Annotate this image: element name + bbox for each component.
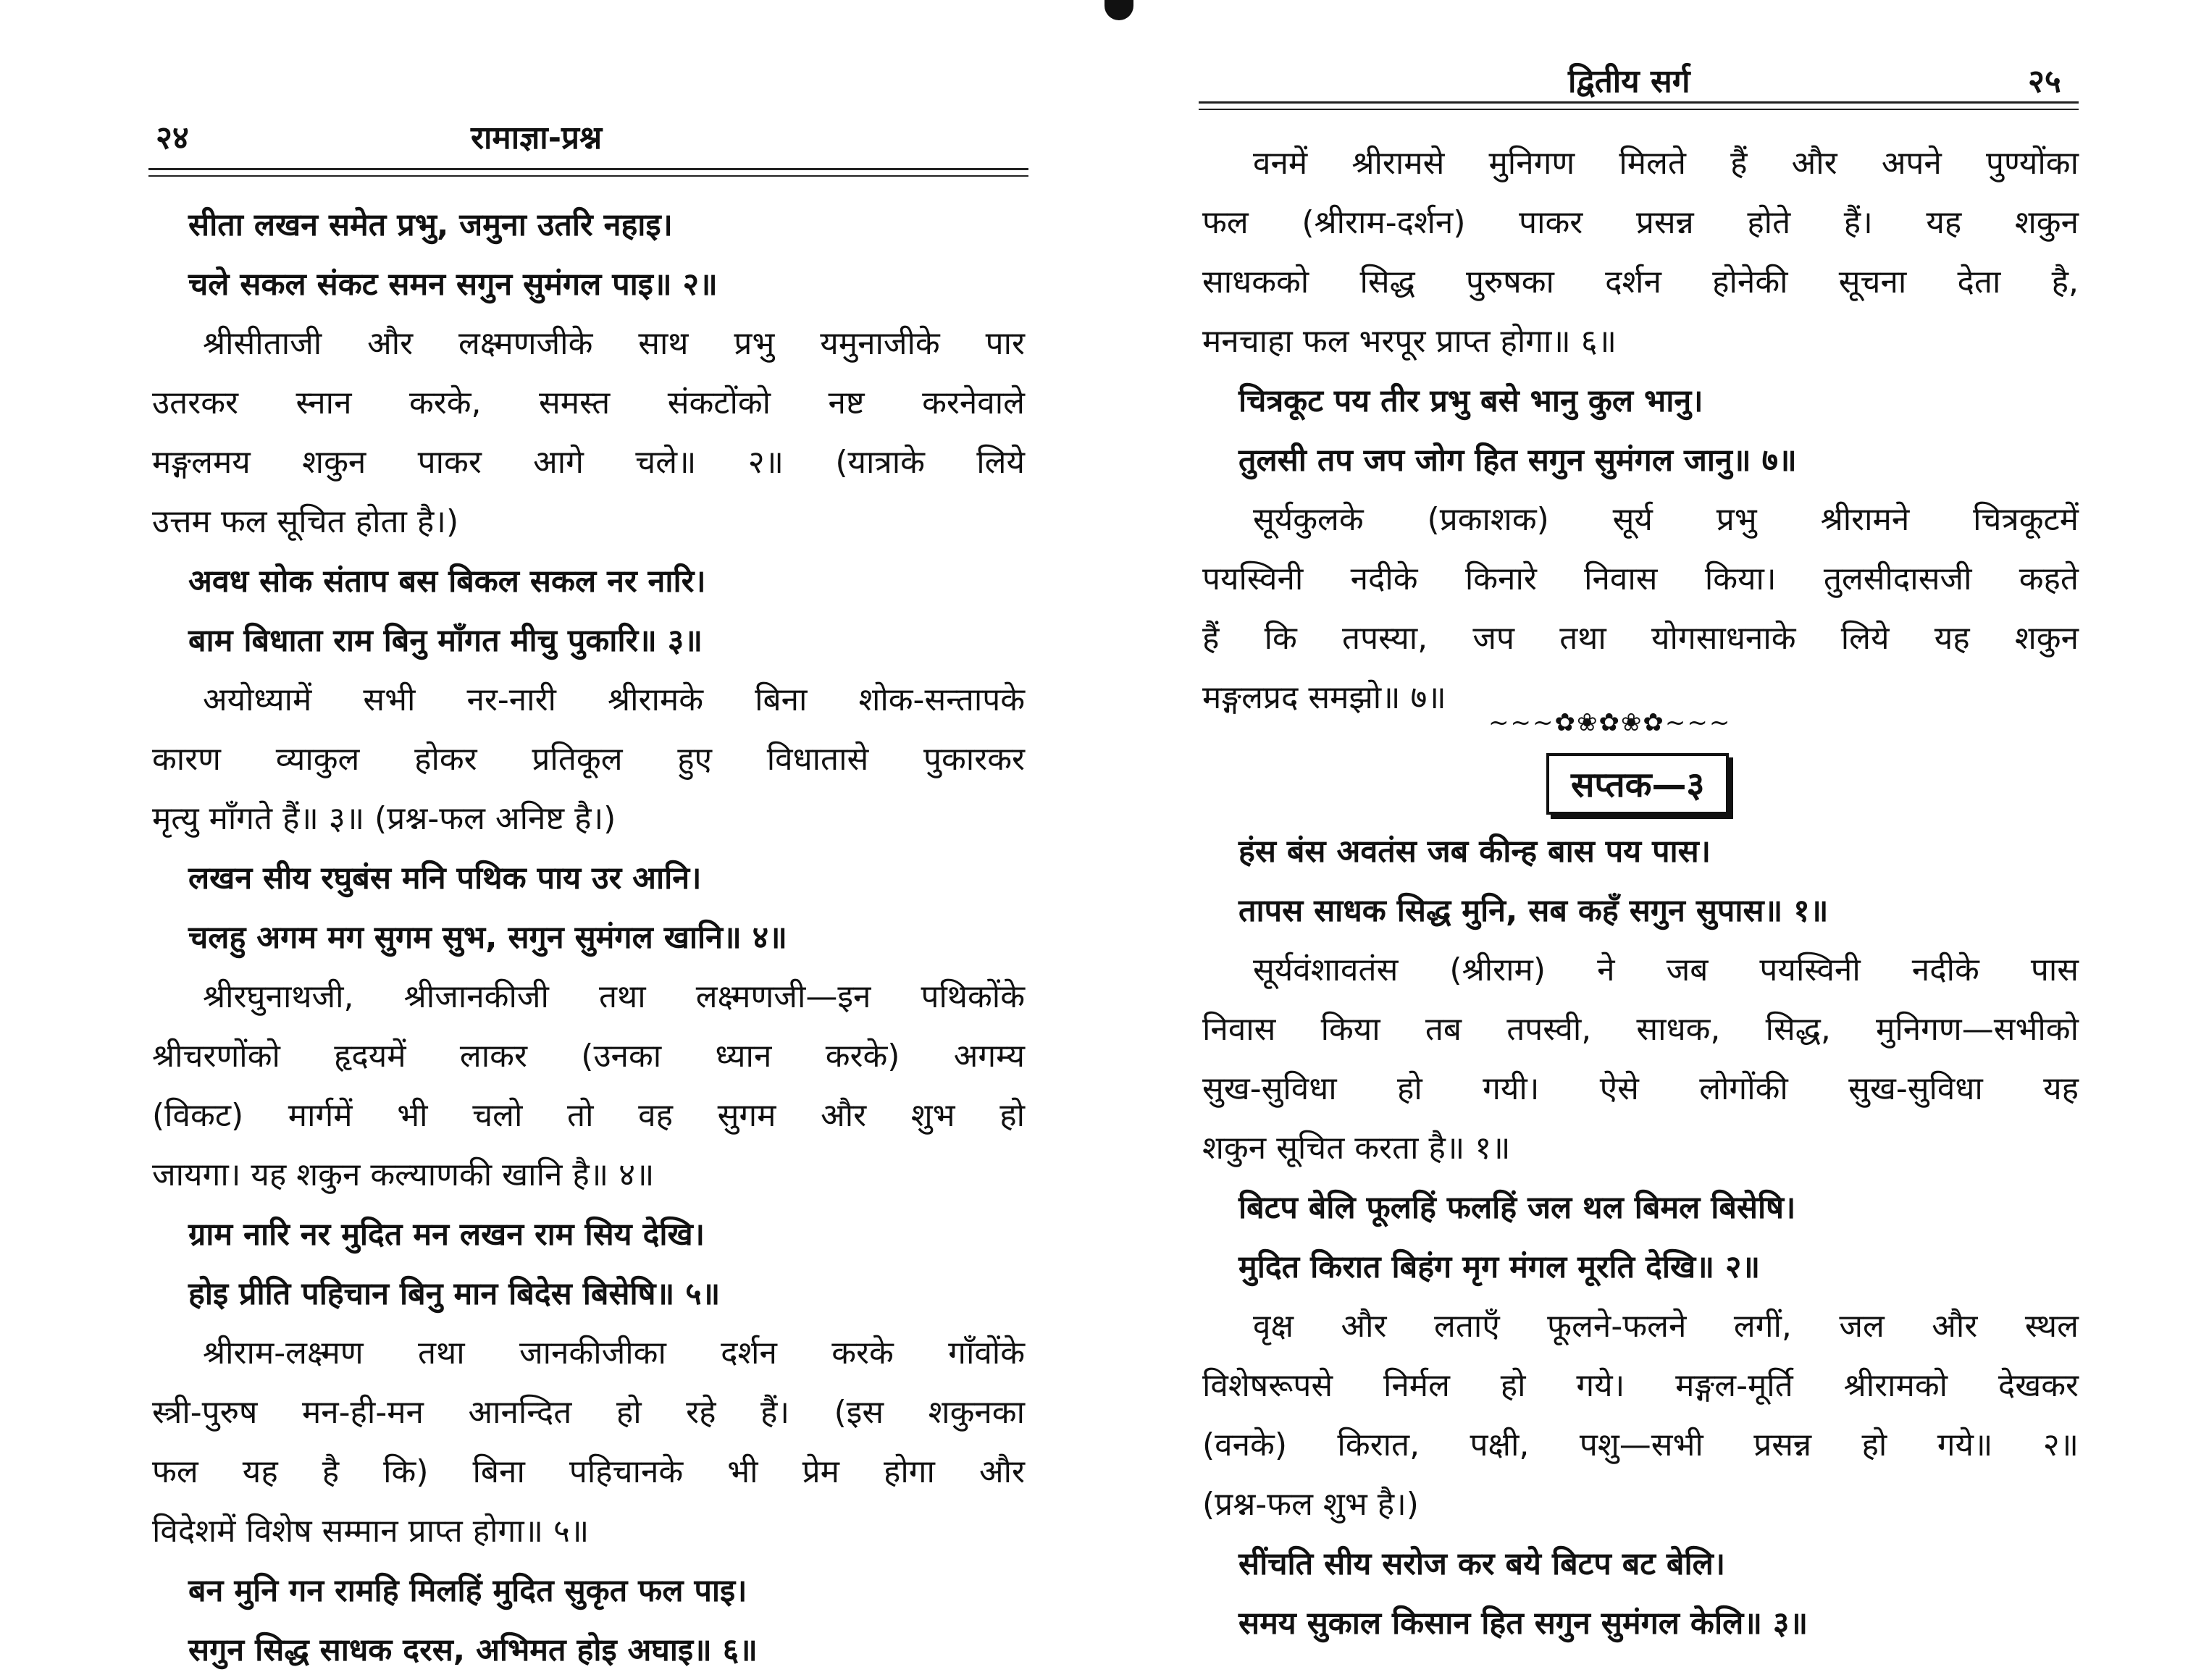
ornament-divider: ~~~✿❀✿❀✿~~~	[1488, 708, 1732, 737]
verse-line	[1202, 1238, 2079, 1297]
prose-line	[1202, 1475, 2079, 1534]
line-text: (विकट) मार्गमें भी चलो तो वह सुगम और शुभ हो	[152, 1097, 1025, 1134]
line-text: वनमें श्रीरामसे मुनिगण मिलते हैं और अपने पुण्योंका	[1253, 145, 2079, 182]
prose-line	[1202, 253, 2079, 312]
line-text: सुख-सुविधा हो गयी। ऐसे लोगोंकी सुख-सुविधा यह	[1202, 1070, 2079, 1107]
line-text: मङ्गलमय शकुन पाकर आगे चले॥ २॥ (यात्राके लिये	[152, 444, 1025, 481]
verse-line	[1202, 1178, 2079, 1238]
line-text: बाम बिधाता राम बिनु माँगत मीचु पुकारि॥ ३॥	[188, 623, 703, 659]
prose-line	[1202, 490, 2079, 550]
prose-line	[1202, 609, 2079, 668]
line-text: वृक्ष और लताएँ फूलने-फलने लगीं, जल और स्थल	[1253, 1308, 2079, 1345]
right-page-text-top	[1202, 134, 2079, 728]
line-text: मङ्गलप्रद समझो॥ ७॥	[1202, 679, 1446, 716]
header-rule-thin	[1199, 109, 2079, 110]
line-text: हंस बंस अवतंस जब कीन्ह बास पय पास।	[1238, 833, 1711, 870]
line-text: सगुन सिद्ध साधक दरस, अभिमत होइ अघाइ॥ ६॥	[188, 1632, 758, 1668]
verse-line	[152, 908, 1025, 967]
prose-line	[1202, 550, 2079, 609]
prose-line	[152, 967, 1025, 1027]
prose-line	[152, 1442, 1025, 1502]
line-text: श्रीचरणोंको हृदयमें लाकर (उनका ध्यान करके) अगम्य	[152, 1038, 1025, 1075]
prose-line	[1202, 1416, 2079, 1475]
line-text: तापस साधक सिद्ध मुनि, सब कहँ सगुन सुपास॥ १॥	[1238, 893, 1829, 929]
line-text: (प्रश्न-फल शुभ है।)	[1202, 1486, 1419, 1523]
prose-line	[152, 730, 1025, 789]
line-text: विशेषरूपसे निर्मल हो गये। मङ्गल-मूर्ति श्रीरामको देखकर	[1202, 1367, 2079, 1404]
line-text: सूर्यकुलके (प्रकाशक) सूर्य प्रभु श्रीरामने चित्रकूटमें	[1253, 501, 2079, 538]
prose-line	[152, 671, 1025, 730]
line-text: फल (श्रीराम-दर्शन) पाकर प्रसन्न होते हैं। यह शकुन	[1202, 204, 2079, 241]
line-text: फल यह है कि) बिना पहिचानके भी प्रेम होगा और	[152, 1453, 1025, 1490]
prose-line	[1202, 941, 2079, 1000]
line-text: सीता लखन समेत प्रभु, जमुना उतरि नहाइ।	[188, 207, 673, 243]
verse-line	[1202, 431, 2079, 490]
line-text: जायगा। यह शकुन कल्याणकी खानि है॥ ४॥	[152, 1156, 655, 1193]
page-number: २४	[156, 119, 189, 156]
line-text: कारण व्याकुल होकर प्रतिकूल हुए विधातासे पुकारकर	[152, 741, 1025, 778]
line-text: उत्तम फल सूचित होता है।)	[152, 503, 459, 540]
verse-line	[152, 1561, 1025, 1621]
verse-line	[1202, 822, 2079, 881]
left-page-text	[152, 196, 1025, 1680]
line-text: सींचति सीय सरोज कर बये बिटप बट बेलि।	[1238, 1546, 1726, 1582]
verse-line	[152, 255, 1025, 314]
line-text: अवध सोक संताप बस बिकल सकल नर नारि।	[188, 563, 706, 600]
header-rule	[148, 168, 1028, 170]
verse-line	[1202, 881, 2079, 941]
line-text: साधकको सिद्ध पुरुषका दर्शन होनेकी सूचना देता है,	[1202, 264, 2079, 301]
line-text: पयस्विनी नदीके किनारे निवास किया। तुलसीदासजी कहते	[1202, 560, 2079, 597]
line-text: ग्राम नारि नर मुदित मन लखन राम सिय देखि।	[188, 1217, 705, 1253]
line-text: श्रीराम-लक्ष्मण तथा जानकीजीका दर्शन करके गाँवोंके	[203, 1335, 1025, 1372]
line-text: शकुन सूचित करता है॥ १॥	[1202, 1130, 1511, 1167]
line-text: लखन सीय रघुबंस मनि पथिक पाय उर आनि।	[188, 860, 702, 896]
prose-line	[152, 374, 1025, 433]
line-text: समय सुकाल किसान हित सगुन सुमंगल केलि॥ ३॥	[1238, 1605, 1808, 1642]
line-text: चलहु अगम मग सुगम सुभ, सगुन सुमंगल खानि॥ ४॥	[188, 920, 787, 956]
header-rule	[1199, 101, 2079, 104]
prose-line	[1202, 1119, 2079, 1178]
prose-line	[152, 1383, 1025, 1442]
section-heading: सप्तक—३	[1546, 753, 1729, 815]
verse-line	[1202, 371, 2079, 431]
prose-line	[152, 1086, 1025, 1146]
line-text: तुलसी तप जप जोग हित सगुन सुमंगल जानु॥ ७॥	[1238, 442, 1797, 479]
verse-line	[152, 552, 1025, 611]
prose-line	[1202, 134, 2079, 193]
line-text: चित्रकूट पय तीर प्रभु बसे भानु कुल भानु।	[1238, 383, 1703, 419]
page-number: २५	[2028, 63, 2061, 100]
line-text: मुदित किरात बिहंग मृग मंगल मूरति देखि॥ २॥	[1238, 1249, 1761, 1285]
prose-line	[1202, 1297, 2079, 1356]
verse-line	[152, 1205, 1025, 1264]
prose-line	[152, 433, 1025, 492]
prose-line	[152, 1324, 1025, 1383]
header-rule-thin	[148, 175, 1028, 177]
line-text: श्रीसीताजी और लक्ष्मणजीके साथ प्रभु यमुनाजीके पार	[203, 325, 1025, 362]
prose-line	[1202, 312, 2079, 371]
line-text: सूर्यवंशावतंस (श्रीराम) ने जब पयस्विनी नदीके पास	[1253, 952, 2079, 988]
line-text: हैं कि तपस्या, जप तथा योगसाधनाके लिये यह शकुन	[1202, 620, 2079, 657]
prose-line	[152, 492, 1025, 552]
prose-line	[152, 789, 1025, 849]
right-page-text-bottom	[1202, 822, 2079, 1653]
line-text: निवास किया तब तपस्वी, साधक, सिद्ध, मुनिगण—सभीको	[1202, 1011, 2079, 1048]
prose-line	[1202, 1000, 2079, 1059]
line-text: मनचाहा फल भरपूर प्राप्त होगा॥ ६॥	[1202, 323, 1617, 360]
line-text: चले सकल संकट समन सगुन सुमंगल पाइ॥ २॥	[188, 266, 718, 303]
line-text: मृत्यु माँगते हैं॥ ३॥ (प्रश्न-फल अनिष्ट है।)	[152, 800, 616, 837]
prose-line	[152, 1027, 1025, 1086]
line-text: विदेशमें विशेष सम्मान प्राप्त होगा॥ ५॥	[152, 1513, 590, 1550]
verse-line	[152, 849, 1025, 908]
prose-line	[1202, 1059, 2079, 1119]
verse-line	[152, 196, 1025, 255]
prose-line	[152, 1502, 1025, 1561]
line-text: होइ प्रीति पहिचान बिनु मान बिदेस बिसेषि॥ ५॥	[188, 1276, 721, 1312]
line-text: अयोध्यामें सभी नर-नारी श्रीरामके बिना शोक-सन्तापके	[203, 681, 1025, 718]
line-text: बन मुनि गन रामहि मिलहिं मुदित सुकृत फल पाइ।	[188, 1573, 747, 1609]
line-text: स्त्री-पुरुष मन-ही-मन आनन्दित हो रहे हैं। (इस शकुनका	[152, 1394, 1025, 1431]
left-page	[0, 0, 1104, 1671]
line-text: उतरकर स्नान करके, समस्त संकटोंको नष्ट करनेवाले	[152, 385, 1025, 421]
verse-line	[152, 611, 1025, 671]
line-text: बिटप बेलि फूलहिं फलहिं जल थल बिमल बिसेषि।	[1238, 1190, 1796, 1226]
verse-line	[152, 1264, 1025, 1324]
line-text: (वनके) किरात, पक्षी, पशु—सभी प्रसन्न हो गये॥ २॥	[1202, 1427, 2079, 1463]
prose-line	[1202, 193, 2079, 253]
prose-line	[152, 1146, 1025, 1205]
prose-line	[152, 314, 1025, 374]
running-title: रामाज्ञा-प्रश्न	[471, 119, 603, 156]
verse-line	[1202, 1594, 2079, 1653]
right-page	[1104, 0, 2209, 1671]
line-text: श्रीरघुनाथजी, श्रीजानकीजी तथा लक्ष्मणजी—इन पथिकोंके	[203, 978, 1025, 1015]
running-title: द्वितीय सर्ग	[1568, 63, 1690, 100]
verse-line	[1202, 1534, 2079, 1594]
prose-line	[1202, 1356, 2079, 1416]
